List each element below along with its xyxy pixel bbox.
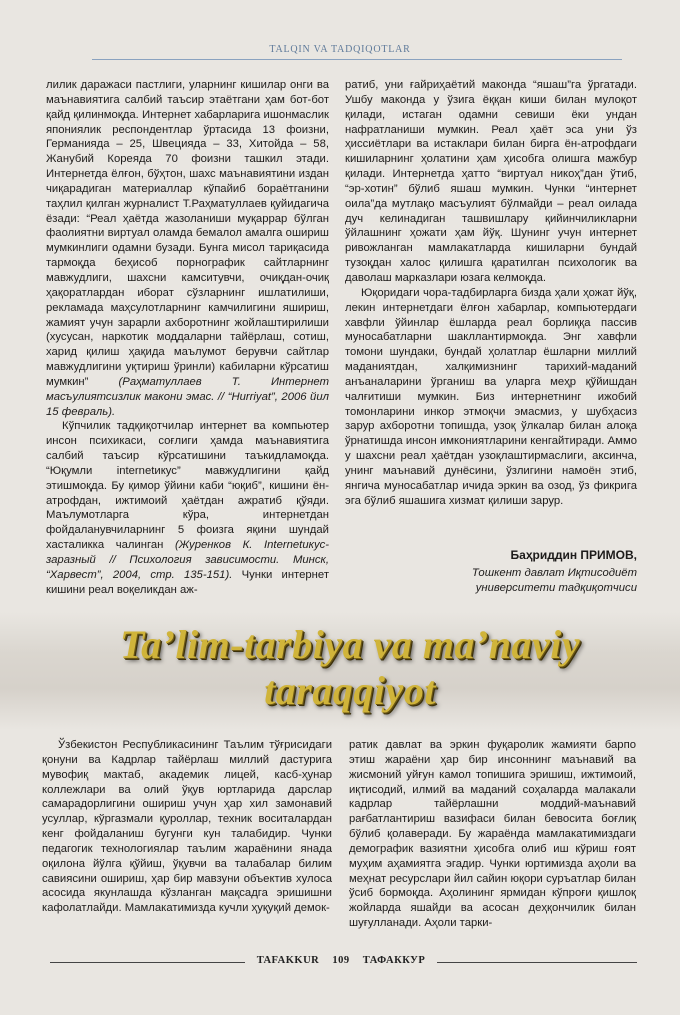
paragraph: Кўпчилик тадқиқотчилар интернет ва компьютер инсон психикаси, соғлиги ҳамда маънавиятига салбий таъсир кўрсатишини таъкидламоқда. “Юқумли internetикус” мавжудлигини қайд этишмоқда. Бу қимор ўйини каби “юқиб”, кишини ён-атрофдан, ижтимоий ҳаётдан ажратиб қўяди. Маълумотларга кўра, интернетдан фойдаланувчиларнинг 5 фоизга яқини шундай хасталикка чалинган (Журенков К. Internetикус-заразный // Психология зависимости. Минск, “Харвест”, 2004, стр. 135-151). Чунки интернет кишини реал воқеликдан аж- (46, 420, 329, 596)
author-name: Баҳриддин ПРИМОВ, (510, 548, 637, 562)
section-banner-title: Ta’lim-tarbiya va ma’naviy taraqqiyot (119, 622, 581, 713)
article1-column-right (345, 78, 637, 508)
citation: (Раҳматуллаев Т. Интернет масъулиятсизлик макони эмас. // “Hurriyat”, 2006 йил 15 февраль). (46, 375, 329, 418)
article2-column-left (42, 738, 332, 916)
paragraph: Ўзбекистон Республикасининг Таълим тўғрисидаги қонуни ва Кадрлар тайёрлаш миллий дастурига мувофиқ мактаб, академик лицей, касб-ҳунар коллежлари ва олий ўқув юртларида дарслар самарадорлигини ошириш учун ҳар хил замонавий усуллар, кўргазмали қуроллар, техник воситалардан кенг фойдаланиш бугунги кун талабидир. Чунки педагогик технологиялар таълим жараёнини янада оқилона йўлга қўйиш, ўқувчи ва талабалар билим савиясини ошириш, ҳар бир мавзуни объектив хулоса асосида якунлашда кўзланган мақсадга эришишни кафолатлайди. Мамлакатимизда кучли ҳуқуқий демок- (42, 739, 332, 915)
citation: (Журенков К. Internetикус-заразный // Психология зависимости. Минск, “Харвест”, 2004, стр. 135-151). (46, 539, 329, 581)
author-affiliation: Тошкент давлат Иқтисодиёт университети тадқиқотчиси (471, 567, 637, 594)
footer-rule-left (50, 962, 245, 963)
footer-journal-cyrillic: ТАФАККУР (362, 955, 426, 966)
article1-column-left (46, 78, 329, 598)
footer-journal-latin: TAFAKKUR (256, 955, 320, 966)
header-rule (92, 59, 622, 60)
page-footer (245, 955, 437, 966)
page-number: 109 (332, 955, 350, 966)
footer-rule-right (437, 962, 637, 963)
paragraph: ратик давлат ва эркин фуқаролик жамияти барпо этиш жараёни ҳар бир инсоннинг маънавий ва жисмоний уйғун камол топишига эришиш, ижтимоий, иқтисодий, илмий ва маданий соҳаларда малакали кадрлар тайёрлашни моддий-маънавий рағбатлантириш вазифаси билан бевосита боғлиқ бўлиб қолаверади. Бу жараёнда мамлакатимиздаги демографик вазиятни ҳисобга олиб иш кўриш ғоят муҳим аҳамиятга эгадир. Чунки юртимизда аҳоли ва меҳнат ресурслари йил сайин юқори суръатлар билан ўсиб бормоқда. Аҳолининг ярмидан кўпроғи қишлоқ жойларда яшайди ва асосан деҳқончилик билан шуғулланади. Аҳоли тарки- (349, 739, 636, 930)
paragraph: лилик даражаси пастлиги, уларнинг кишилар онги ва маънавиятига салбий таъсир этаётгани ҳам бот-бот қайд қилинмоқда. Интернет хабарларига ишонмаслик япониялик респондентлар ўртасида 13 фоизни, Германияда – 25, Швецияда – 33, Хитойда – 58, Жанубий Кореяда 70 фоизни ташкил этади. Интернетда ёлғон, бўҳтон, шахс маънавиятини издан чиқарадиган материаллар кўпайиб бораётганини таҳлил қилган журналист Т.Раҳматуллаев қуйидагича ёзади: “Реал ҳаётда жазоланиши муқаррар бўлган фаолиятни виртуал оламда бемалол амалга ошириш мумкинлиги одамни бузади. Бунга мисол тариқасида тармоқда беҳисоб порнографик сайтларнинг мавжудлиги, шахсни камситувчи, очиқдан-очиқ ҳақоратлардан иборат сўзларнинг ишлатилиши, рекламада маҳсулотларнинг камчилигини яшириш, жамият учун зарарли ахборотнинг жойлаштирилиши (хусусан, наркотик моддаларни тайёрлаш, сотиш, харид қилиш ҳақида маълумот берувчи сайтлар мавжудлигини уқтириш ўринли) кабиларни кўрсатиш мумкин” (Раҳматуллаев Т. Интернет масъулиятсизлик макони эмас. // “Hurriyat”, 2006 йил 15 февраль). (46, 79, 329, 418)
running-header: TALQIN VA TADQIQOTLAR (269, 44, 411, 55)
paragraph: ратиб, уни ғайриҳаётий маконда “яшаш”га ўргатади. Ушбу маконда у ўзига ёққан киши билан мулоқот қилади, истаган одамни севиши ёки ундан нафратланиши мумкин. Реал ҳаёт эса уни ўз ҳиссиётлари ва истаклари билан бирга ён-атрофдаги кишиларнинг ҳолатини ҳам ҳисобга олишга мажбур қилади. Интернетда ҳатто “виртуал никоҳ”дан ўтиб, “эр-хотин” бўлиб яшаш мумкин. Чунки “интернет оила”да мутлақо масъулият бўлмайди – реал оилада дуч келинадиган ташвишлару қийинчиликларни ўйлашнинг ҳожати ҳам йўқ. Шунинг учун интернет ривожланган мамлакатларда кишиларни бундай тузоқдан халос қилишга қаратилган психологик ва даволаш марказлари юзага келмоқда. (345, 79, 637, 284)
paragraph: Юқоридаги чора-тадбирларга бизда ҳали ҳожат йўқ, лекин интернетдаги ёлғон хабарлар, компьютердаги хавфли ўйинлар ёшларда реал борлиққа пассив муносабатларни шакллантирмоқда. Энг хавфли томони шундаки, бундай ҳолатлар ёшларни миллий маданиятдан, халқимизнинг тарихий-маданий анъаналарини ўрганиш ва уларга меҳр қўйишдан чалғитиши мумкин. Биз интернетнинг ижобий томонларини инкор этмоқчи эмасмиз, у шубҳасиз зарур ахборотни топишда, узоқ ўлкалар билан алоқа ўрнатишда инсон имкониятларини кенгайтиради. Аммо у шахсни реал ҳаётдан узоқлаштирмаслиги, аксинча, унинг маънавий дунёсини, ўзлигини намоён этиб, янгича муносабатлар ичида эркин ва озод, ўз фикрига эга бўлиб яшашига хизмат қилиши зарур. (345, 286, 637, 507)
article2-column-right (349, 738, 636, 931)
